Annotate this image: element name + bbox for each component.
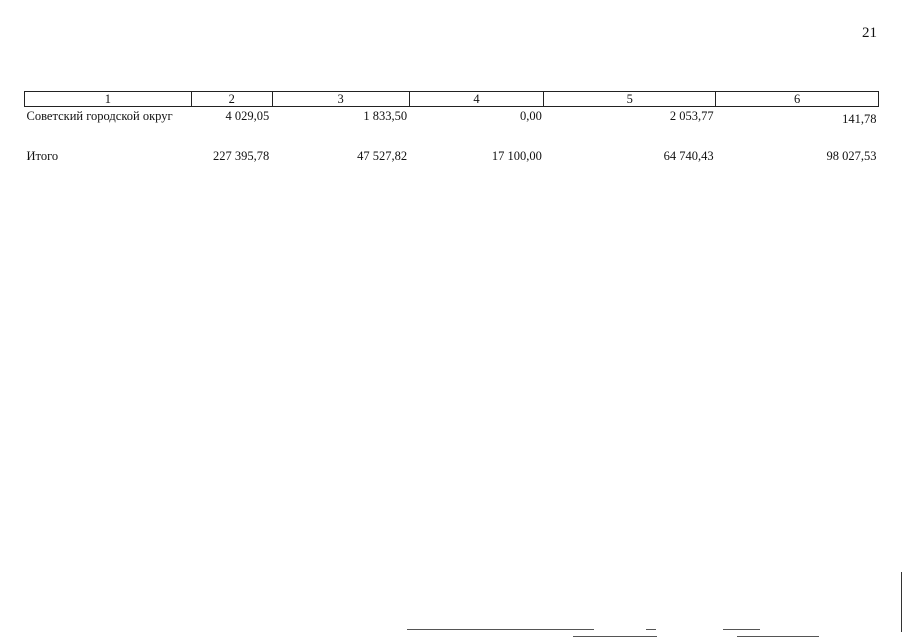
total-row [25, 149, 879, 164]
row-value: 1 833,50 [363, 109, 408, 123]
scan-line [723, 629, 760, 630]
row-spacer [25, 127, 879, 149]
page-number: 21 [862, 25, 877, 41]
row-value: 2 053,77 [669, 109, 714, 123]
column-number-header: 4 [409, 92, 544, 107]
column-number-header: 5 [544, 92, 716, 107]
table-row [25, 107, 879, 128]
column-number-row [25, 92, 879, 107]
row-value: 4 029,05 [225, 109, 270, 123]
row-name: Советский городской округ [26, 109, 173, 123]
total-value: 227 395,78 [212, 149, 270, 163]
total-value: 47 527,82 [357, 149, 408, 163]
scan-line [646, 629, 656, 630]
column-number-header: 1 [25, 92, 192, 107]
scan-line [737, 636, 819, 637]
scan-edge-line [901, 572, 902, 632]
total-value: 98 027,53 [826, 149, 877, 163]
column-number-header: 2 [191, 92, 272, 107]
row-value: 0,00 [520, 109, 542, 123]
total-value: 17 100,00 [491, 149, 542, 163]
budget-table [24, 91, 879, 164]
total-label: Итого [26, 149, 59, 163]
row-value: 141,78 [842, 112, 877, 126]
scan-line [407, 629, 594, 630]
column-number-header: 6 [716, 92, 879, 107]
scan-line [573, 636, 657, 637]
total-value: 64 740,43 [663, 149, 714, 163]
column-number-header: 3 [272, 92, 409, 107]
